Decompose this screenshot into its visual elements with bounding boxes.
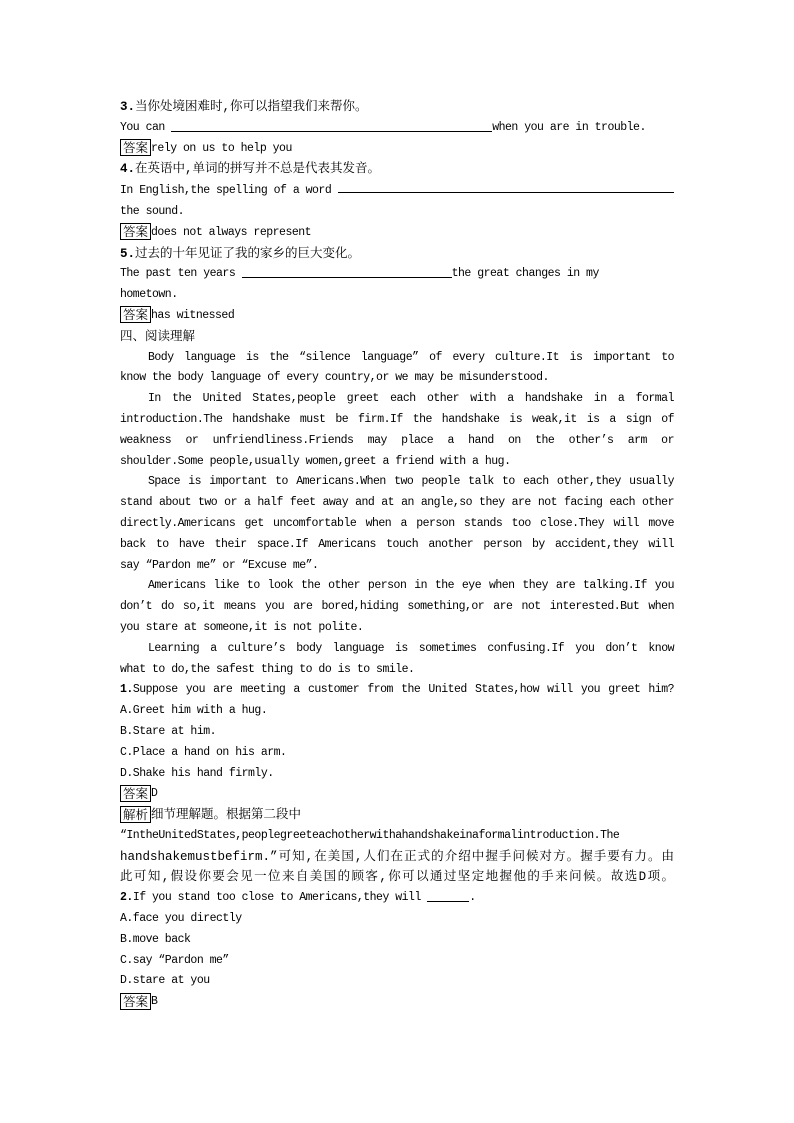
prompt-text: 过去的十年见证了我的家乡的巨大变化。 (135, 246, 361, 261)
answer-blank (338, 180, 674, 193)
answer-row-4 (120, 223, 674, 244)
passage-line: back to have their space.If Americans touch another person by accident,they will (120, 537, 674, 551)
passage-line: stand about two or a half feet away and at an angle,so they are not facing each other (120, 496, 674, 510)
answer-text: B (151, 995, 158, 1009)
question-text-end: . (469, 891, 476, 905)
sentence-text: In English,the spelling of a word (120, 184, 338, 198)
answer-label: 答案 (120, 306, 151, 323)
question-1-stem (120, 680, 674, 701)
passage-line: Americans like to look the other person in the eye when they are talking.If you (148, 579, 674, 593)
sentence-text: The past ten years (120, 267, 242, 281)
option-d: D.Shake his hand firmly. (120, 766, 274, 780)
answer-blank (171, 119, 492, 132)
passage-line: what to do,the safest thing to do is to smile. (120, 662, 415, 676)
translation-sentence-5 (120, 264, 674, 285)
option-c: C.say “Pardon me” (120, 953, 229, 967)
question-2-stem (120, 888, 674, 909)
sentence-text: the great changes in my (451, 267, 599, 281)
analysis-label: 解析 (120, 806, 151, 823)
analysis-text: 细节理解题。根据第二段中 (151, 808, 302, 823)
analysis-line: “IntheUnitedStates,peoplegreeteachotherwithahandshakeinaformalintroduction.The (120, 828, 620, 842)
passage-line: you stare at someone,it is not polite. (120, 620, 364, 634)
passage-line: Learning a culture’s body language is sometimes confusing.If you don’t know (148, 641, 674, 655)
translation-sentence-3 (120, 118, 674, 139)
reading-passage (120, 348, 674, 681)
answer-label: 答案 (120, 993, 151, 1010)
question-number: 1. (120, 683, 133, 697)
passage-line: know the body language of every country,or we may be misunderstood. (120, 371, 549, 385)
translation-sentence-5-continued (120, 285, 674, 306)
sentence-text: You can (120, 120, 172, 134)
passage-line: Space is important to Americans.When two people talk to each other,they usually (148, 475, 674, 489)
prompt-text: 当你处境困难时,你可以指望我们来帮你。 (135, 100, 368, 114)
question-number: 2. (120, 891, 133, 905)
passage-line: Body language is the “silence language” of every culture.It is important to (148, 350, 674, 364)
answer-row-q1 (120, 784, 674, 805)
item-number: 4. (120, 162, 136, 177)
sentence-text: the sound. (120, 204, 185, 218)
translation-prompt-3 (120, 97, 674, 118)
translation-prompt-5 (120, 244, 674, 265)
item-number: 3. (120, 100, 136, 114)
answer-text: does not always represent (151, 225, 312, 239)
question-text: If you stand too close to Americans,they will (132, 891, 428, 905)
analysis-line: handshakemustbefirm.”可知,在美国,人们在正式的介绍中握手问候对方。握手要有力。由 (120, 849, 674, 864)
answer-text: D (151, 787, 158, 801)
answer-row-3 (120, 139, 674, 160)
worksheet-page (120, 97, 674, 1013)
prompt-text: 在英语中,单词的拼写并不总是代表其发音。 (135, 162, 381, 177)
translation-sentence-4 (120, 180, 674, 202)
section-heading: 四、阅读理解 (120, 329, 196, 344)
analysis-line: 此可知,假设你要会见一位来自美国的顾客,你可以通过坚定地握他的手来问候。故选D项。 (120, 870, 674, 885)
passage-line: In the United States,people greet each other with a handshake in a formal (148, 392, 674, 406)
translation-prompt-4 (120, 159, 674, 180)
answer-blank (242, 265, 452, 278)
answer-label: 答案 (120, 139, 151, 156)
option-b: B.move back (120, 932, 191, 946)
passage-line: introduction.The handshake must be firm.If the handshake is weak,it is a sign of (120, 412, 674, 426)
sentence-text: hometown. (120, 288, 178, 302)
option-c: C.Place a hand on his arm. (120, 745, 287, 759)
question-text: Suppose you are meeting a customer from the United States,how will you greet him? (132, 683, 674, 697)
answer-text: has witnessed (151, 308, 235, 322)
option-b: B.Stare at him. (120, 724, 217, 738)
translation-sentence-4-continued (120, 202, 674, 223)
answer-row-q2 (120, 992, 674, 1013)
passage-line: say “Pardon me” or “Excuse me”. (120, 558, 319, 572)
answer-label: 答案 (120, 785, 151, 802)
passage-line: directly.Americans get uncomfortable when a person stands too close.They will move (120, 516, 674, 530)
passage-line: don’t do so,it means you are bored,hiding something,or are not interested.But when (120, 600, 674, 614)
sentence-text: when you are in trouble. (492, 120, 646, 134)
option-d: D.stare at you (120, 974, 210, 988)
answer-row-5 (120, 306, 674, 327)
passage-line: shoulder.Some people,usually women,greet a friend with a hug. (120, 454, 511, 468)
passage-line: weakness or unfriendliness.Friends may place a hand on the other’s arm or (120, 433, 674, 447)
answer-text: rely on us to help you (151, 141, 292, 155)
option-a: A.face you directly (120, 912, 242, 926)
answer-label: 答案 (120, 223, 151, 240)
option-a: A.Greet him with a hug. (120, 704, 268, 718)
analysis-row-q1 (120, 805, 674, 826)
answer-blank (427, 889, 469, 902)
item-number: 5. (120, 246, 136, 261)
